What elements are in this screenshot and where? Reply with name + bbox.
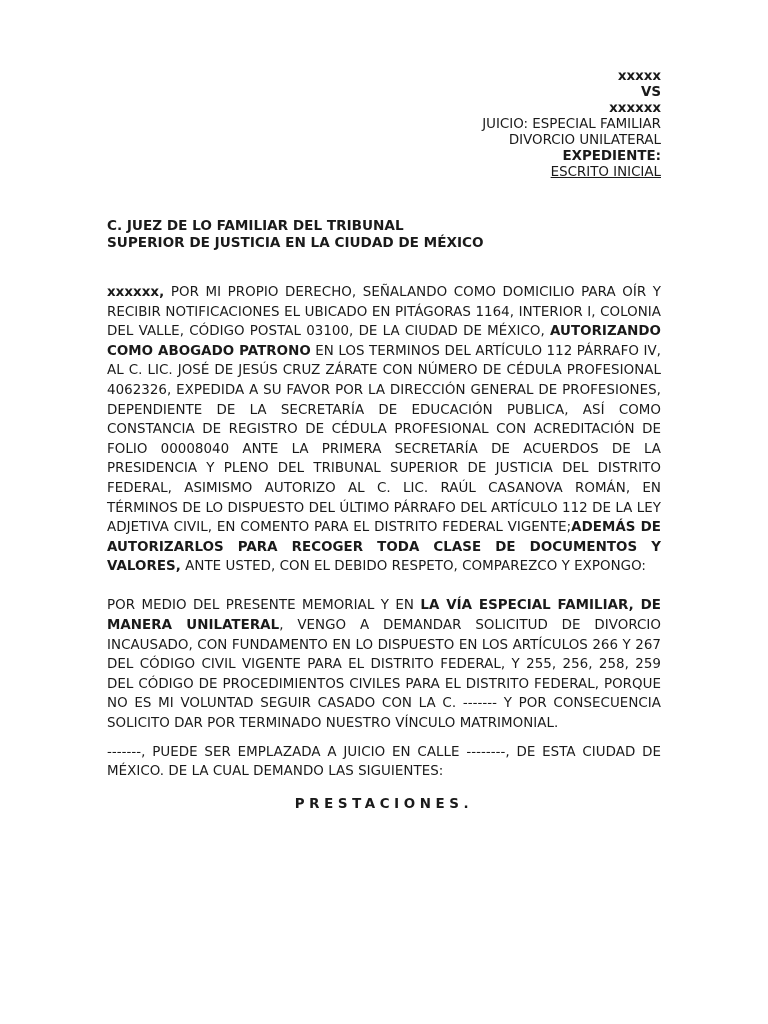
petitioner-name: xxxxxx, xyxy=(107,285,165,300)
defendant-name: xxxxxx xyxy=(609,101,661,116)
document-body xyxy=(107,283,661,814)
addressee xyxy=(107,218,484,251)
bold-run: AUTORIZANDO COMO ABOGADO PATRONO xyxy=(107,324,661,359)
text-run: , VENGO A DEMANDAR SOLICITUD DE DIVORCIO INCAUSADO, CON FUNDAMENTO EN LO DISPUESTO EN LOS ARTÍCULOS 266 Y 267 DEL CÓDIGO CIVIL VIGENTE PARA EL DISTRITO FEDERAL, Y 255, 256, 258, 259 DEL CÓDIGO DE PROCEDIMIENTOS CIVILES PARA EL DISTRITO FEDERAL, PORQUE NO ES MI VOLUNTAD SEGUIR CASADO CON LA C. ------- Y POR CONSECUENCIA SOLICITO DAR POR TERMINADO NUESTRO VÍNCULO MATRIMONIAL. xyxy=(107,618,661,731)
text-run: POR MEDIO DEL PRESENTE MEMORIAL Y EN xyxy=(107,598,421,614)
section-heading-prestaciones: PRESTACIONES. xyxy=(294,796,474,812)
divorce-type: DIVORCIO UNILATERAL xyxy=(508,133,661,148)
paragraph-introduction xyxy=(107,283,661,577)
paragraph-claim xyxy=(107,596,661,733)
case-header xyxy=(482,69,661,181)
file-number-label: EXPEDIENTE: xyxy=(562,149,661,164)
versus-label: VS xyxy=(640,85,661,100)
bold-run: ADEMÁS DE AUTORIZARLOS PARA RECOGER TODA CLASE DE DOCUMENTOS Y VALORES, xyxy=(107,520,661,575)
document-title: ESCRITO INICIAL xyxy=(550,165,661,180)
addressee-line-1: C. JUEZ DE LO FAMILIAR DEL TRIBUNAL xyxy=(107,218,404,234)
text-run: EN LOS TERMINOS DEL ARTÍCULO 112 PÁRRAFO IV, AL C. LIC. JOSÉ DE JESÚS CRUZ ZÁRATE CON NÚMERO DE CÉDULA PROFESIONAL 4062326, EXPEDIDA A SU FAVOR POR LA DIRECCIÓN GENERAL DE PROFESIONES, DEPENDIENTE DE LA SECRETARÍA DE EDUCACIÓN PUBLICA, ASÍ COMO CONSTANCIA DE REGISTRO DE CÉDULA PROFESIONAL CON ACREDITACIÓN DE FOLIO 00008040 ANTE LA PRIMERA SECRETARÍA DE ACUERDOS DE LA PRESIDENCIA Y PLENO DEL TRIBUNAL SUPERIOR DE JUSTICIA DEL DISTRITO FEDERAL, ASIMISMO AUTORIZO AL C. LIC. RAÚL CASANOVA ROMÁN, EN TÉRMINOS DE LO DISPUESTO DEL ÚLTIMO PÁRRAFO DEL ARTÍCULO 112 DE LA LEY ADJETIVA CIVIL, EN COMENTO PARA EL DISTRITO FEDERAL VIGENTE; xyxy=(107,343,661,536)
paragraph-summons: -------, PUEDE SER EMPLAZADA A JUICIO EN CALLE --------, DE ESTA CIUDAD DE MÉXICO. DE LA CUAL DEMANDO LAS SIGUIENTES: xyxy=(107,744,661,780)
trial-type: JUICIO: ESPECIAL FAMILIAR xyxy=(482,117,661,132)
plaintiff-name: xxxxx xyxy=(617,69,661,84)
text-run: ANTE USTED, CON EL DEBIDO RESPETO, COMPAREZCO Y EXPONGO: xyxy=(180,559,646,575)
text-run: POR MI PROPIO DERECHO, SEÑALANDO COMO DOMICILIO PARA OÍR Y RECIBIR NOTIFICACIONES EL UBICADO EN PITÁGORAS 1164, INTERIOR I, COLONIA DEL VALLE, CÓDIGO POSTAL 03100, DE LA CIUDAD DE MÉXICO, xyxy=(107,285,661,340)
bold-run: LA VÍA ESPECIAL FAMILIAR, DE MANERA UNILATERAL xyxy=(107,598,661,633)
addressee-line-2: SUPERIOR DE JUSTICIA EN LA CIUDAD DE MÉXICO xyxy=(107,234,484,251)
